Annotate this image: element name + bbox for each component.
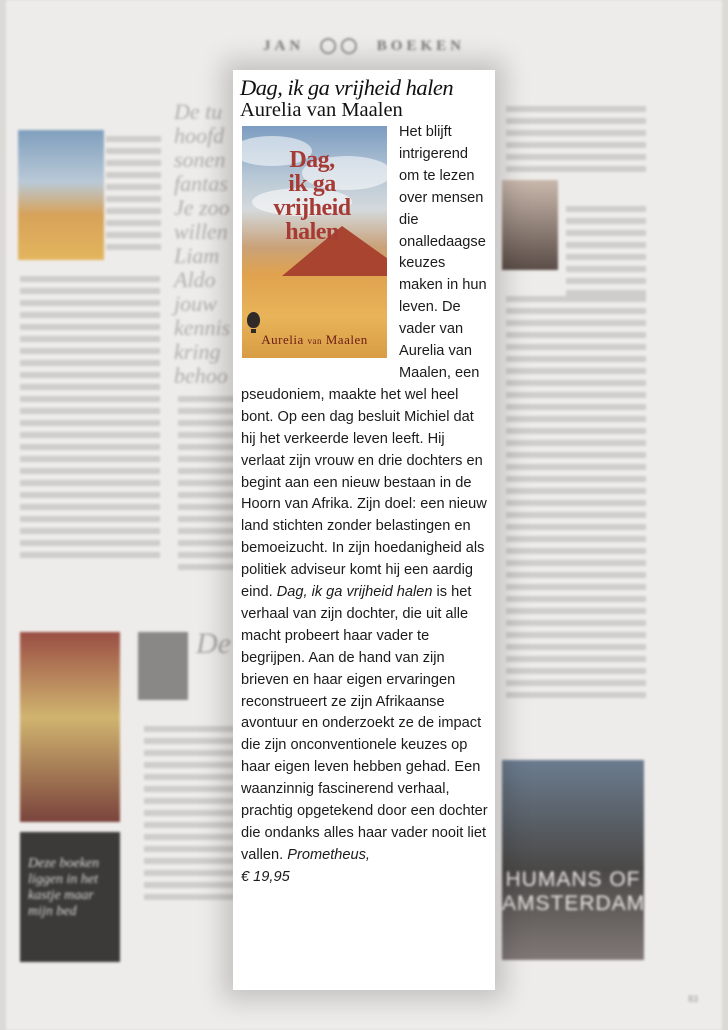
article-publisher: Prometheus, xyxy=(287,846,370,863)
background-text-column-bottom xyxy=(144,720,234,906)
background-quote: Deze boeken liggen in het kastje maar mijn bed xyxy=(28,856,100,919)
background-text-column-right-narrow xyxy=(566,200,646,302)
section-header-right: BOEKEN xyxy=(376,38,465,54)
cover-title-line: Dag, xyxy=(289,147,335,173)
cover-author-first: Aurelia xyxy=(261,332,304,347)
page-number: 83 xyxy=(687,994,698,1004)
article-text-part-2: is het verhaal van zijn dochter, die uit alle macht probeert haar vader te begrijpen. Aan de hand van zijn brieven en haar eigen ervaringen reconstrueert ze zijn Afrikaanse avontuur en onderzoekt ze de impact die zijn onconventionele keuzes op haar eigen leven hebben gehad. Een waanzinnig fascinerend verhaal, prachtig opgetekend door een dochter die ondanks alles haar vader nooit liet vallen. xyxy=(241,584,488,863)
glasses-icon: ◯◯ xyxy=(311,38,370,54)
article-text-part-1: Het blijft intrigerend om te lezen over mensen die onalledaagse keuzes maken in hun leven. De vader van Aurelia van Maalen, een pseudoniem, maakte het wel heel bont. Op een dag besluit Michiel dat hij het verkeerde leven leeft. Hij verlaat zijn vrouw en drie dochters en begint aan een nieuw bestaan in de Hoorn van Afrika. Zijn doel: een nieuw land stichten zonder belastingen en bemoeizucht. In zijn hoedanigheid als politiek adviseur komt hij een aardig eind. xyxy=(241,124,487,601)
background-text-column-right xyxy=(506,290,646,704)
cover-wrap-spacer xyxy=(241,122,399,369)
background-text-column-right-top xyxy=(506,100,646,178)
background-book-cover-small xyxy=(18,130,104,260)
article-author: Aurelia van Maalen xyxy=(240,99,403,121)
article-title-reference: Dag, ik ga vrijheid halen xyxy=(276,584,433,601)
cover-title-line: halen xyxy=(285,219,339,245)
background-portrait-photo xyxy=(502,180,558,270)
section-header-left: JAN xyxy=(263,38,305,54)
background-italic-heading: De tu hoofd sonen fantas Je zoo willen Liam Aldo jouw kennis kring behoo xyxy=(174,99,231,388)
cover-author-last: Maalen xyxy=(325,332,368,347)
background-heading-de: De xyxy=(196,627,231,660)
background-book-cover-red xyxy=(20,632,120,822)
article-body xyxy=(241,122,491,889)
article-title: Dag, ik ga vrijheid halen xyxy=(240,75,454,100)
cover-title-line: ik ga xyxy=(288,171,336,197)
background-humans-cover xyxy=(502,760,644,960)
background-book-cover-dark xyxy=(20,832,120,962)
article-price: € 19,95 xyxy=(241,868,290,885)
background-humans-title: HUMANS OF AMSTERDAM xyxy=(502,868,646,915)
section-header xyxy=(6,36,722,55)
background-text-column-narrow xyxy=(106,130,161,256)
highlighted-article xyxy=(233,70,495,990)
cover-title-line: vrijheid xyxy=(273,195,351,221)
background-text-column-left xyxy=(20,270,160,564)
cover-author-van: van xyxy=(307,336,322,346)
background-text-column-middle xyxy=(178,390,236,576)
background-author-photo xyxy=(138,632,188,700)
